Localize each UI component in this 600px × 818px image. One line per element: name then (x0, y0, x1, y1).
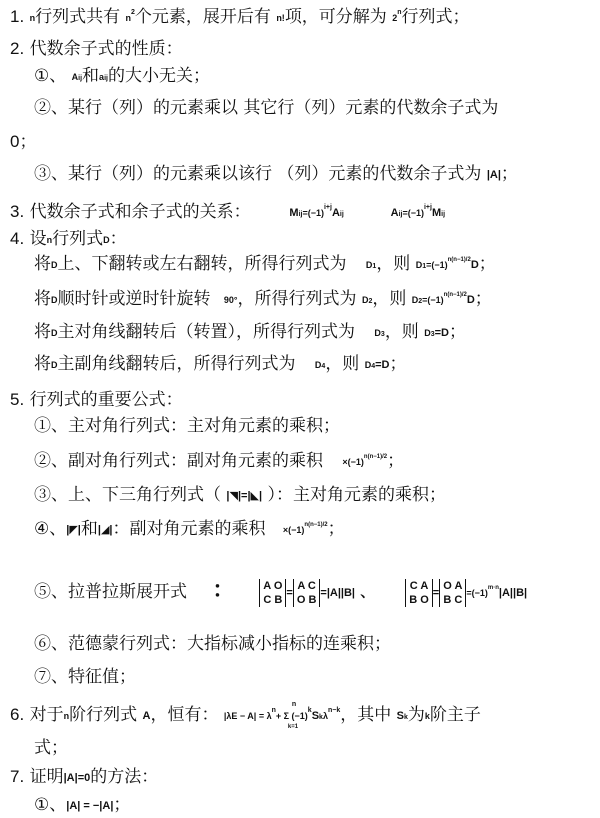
item-5-6: ⑥、范德蒙行列式：大指标减小指标的连乘积； (34, 634, 391, 654)
item-4-2: 将D顺时针或逆时针旋转 90°，所得行列式为 D2，则 $D2=(-1)^{n(n-1)/2}D$； (34, 289, 492, 309)
item-7: 7. 证明|A|=0的方法： (10, 767, 159, 787)
item-5-5: ⑤、拉普拉斯展开式 ： A O C B=A C O B=|A||B| 、 C A B O=O A B $C=(-1)^{m\cdot n}|A||B|$ (34, 577, 528, 606)
item-4-1: 将D上、下翻转或左右翻转，所得行列式为 D1，则 $D1=(-1)^{n(n-1)/2}D$； (34, 254, 496, 274)
formula-a-to-m: $Aij=(-1)^{i+j}Mij$ (390, 204, 446, 219)
item-6-cont: 式； (34, 738, 68, 758)
separator-mark: 、 (360, 585, 375, 601)
laplace-det-4: O A B C (439, 579, 466, 607)
item-5-2: ②、副对角行列式：副对角元素的乘积 $\times(-1)^{n(n-1)/2}$； (34, 451, 405, 471)
item-2-3: ③、某行（列）的元素乘以该行 （列）元素的代数余子式为 |A|； (34, 164, 518, 184)
item-5-3: ③、上、下三角行列式（ |◥|=|◣| ）：主对角元素的乘积； (34, 485, 446, 505)
item-7-1: ①、|A| = −|A|； (34, 795, 131, 815)
item-2-1: ①、 Aij和aij的大小无关； (34, 66, 210, 86)
laplace-det-1: A O C B (259, 579, 286, 607)
laplace-det-2: A C O B (293, 579, 321, 607)
item-3: 3. 代数余子式和余子式的关系： $Mij=(-1)^{i+j}Aij$ $Aij=(-1)^{i+j}Mij$ (10, 202, 446, 222)
item-2-title: 2. 代数余子式的性质： (10, 39, 183, 59)
item-5-4: ④、|◤|和|◢|：副对角元素的乘积 $\times(-1)^{n(n-1)/2}$； (34, 519, 345, 539)
item-5-1: ①、主对角行列式：主对角元素的乘积； (34, 416, 340, 436)
item-4-4: 将D主副角线翻转后，所得行列式为 D4，则 D4=D； (34, 354, 407, 374)
char-poly-formula: $|\lambda E - A| = \lambda^n$ n k=1 + Σ $(-1)^kSk\lambda^{n-k}$ (223, 701, 341, 730)
formula-m-to-a: $Mij=(-1)^{i+j}Aij$ (289, 204, 344, 219)
item-1: 1. n行列式共有 $n^2$个元素，展开后有 n!项，可分解为 2$^n$行列式； (10, 7, 470, 27)
item-4-3: 将D主对角线翻转后（转置），所得行列式为 D3，则 D3=D； (34, 322, 466, 342)
item-4-title: 4. 设n行列式D： (10, 229, 127, 249)
item-5-7: ⑦、特征值； (34, 667, 136, 687)
item-5-title: 5. 行列式的重要公式： (10, 390, 183, 410)
item-2-2-cont: 0； (10, 132, 37, 151)
laplace-det-3: C A B O (405, 579, 433, 607)
item-6: 6. 对于n阶行列式 A，恒有： $|\lambda E - A| = \lambda^n$ n k=1 + Σ $(-1)^kSk\lambda^{n-k}$，其中 Sk为k阶主子 (10, 701, 481, 730)
item-2-2: ②、某行（列）的元素乘以 其它行（列）元素的代数余子式为 (34, 98, 499, 118)
